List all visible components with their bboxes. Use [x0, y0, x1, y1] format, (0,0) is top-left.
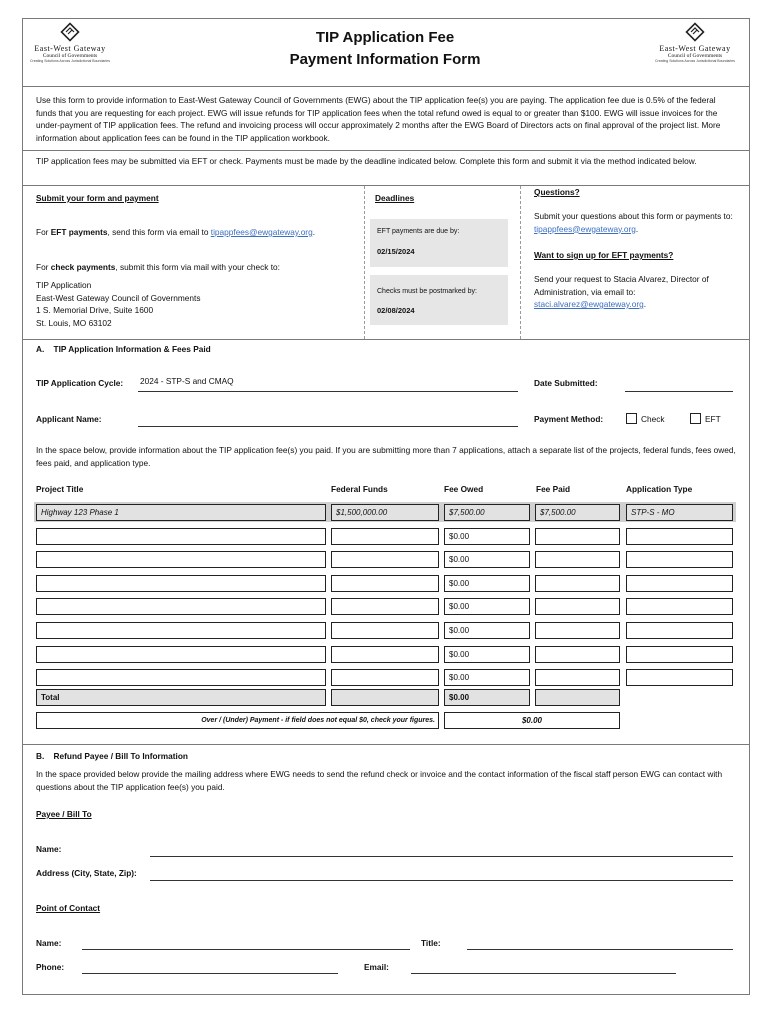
payee-name-field[interactable] [150, 856, 733, 857]
eft-signup-text [534, 273, 742, 311]
date-submitted-field[interactable] [625, 391, 733, 392]
application-type-cell[interactable] [626, 551, 733, 568]
eft-deadline-date: 02/15/2024 [377, 247, 415, 256]
fee-owed-cell[interactable]: $0.00 [444, 598, 530, 615]
project-title-cell[interactable] [36, 575, 326, 592]
fee-paid-cell[interactable] [535, 646, 620, 663]
ewg-logo-icon [60, 22, 80, 42]
ewg-logo-right [645, 22, 745, 63]
check-prefix: For [36, 262, 51, 272]
project-title-cell[interactable] [36, 622, 326, 639]
questions-body: Submit your questions about this form or payments to: [534, 211, 733, 221]
fee-paid-cell[interactable] [535, 598, 620, 615]
federal-funds-cell[interactable]: $1,500,000.00 [331, 504, 439, 521]
eft-instructions [36, 226, 361, 239]
contact-name-field[interactable] [82, 949, 410, 950]
eft-prefix: For [36, 227, 51, 237]
overunder-label: Over / (Under) Payment - if field does not equal $0, check your figures. [36, 712, 439, 729]
check-bold: check payments [50, 262, 116, 272]
fee-owed-cell[interactable]: $0.00 [444, 528, 530, 545]
contact-email-label: Email: [364, 962, 389, 972]
logo-tagline: Creating Solutions Across Jurisdictional Boundaries [655, 59, 735, 63]
federal-funds-cell[interactable] [331, 598, 439, 615]
submit-heading: Submit your form and payment [36, 193, 159, 203]
ewg-logo-left [20, 22, 120, 63]
page-title: TIP Application Fee [315, 29, 455, 46]
overunder-value: $0.00 [444, 712, 620, 729]
date-submitted-label: Date Submitted: [534, 378, 598, 388]
federal-funds-cell[interactable] [331, 669, 439, 686]
divider [22, 86, 750, 87]
payment-method-label: Payment Method: [534, 414, 604, 424]
application-type-cell[interactable] [626, 528, 733, 545]
contact-email-field[interactable] [411, 973, 676, 974]
questions-text [534, 210, 742, 235]
project-title-cell[interactable] [36, 528, 326, 545]
fee-paid-cell[interactable] [535, 528, 620, 545]
payee-address-label: Address (City, State, Zip): [36, 868, 137, 878]
project-title-cell[interactable] [36, 598, 326, 615]
col-application-type: Application Type [626, 484, 693, 494]
fee-paid-cell[interactable] [535, 551, 620, 568]
divider [22, 185, 750, 186]
deadlines-heading: Deadlines [375, 193, 415, 203]
fee-paid-cell[interactable]: $7,500.00 [535, 504, 620, 521]
eft-bold: EFT payments [50, 227, 108, 237]
fee-owed-cell[interactable]: $0.00 [444, 669, 530, 686]
federal-funds-cell[interactable] [331, 575, 439, 592]
payee-heading: Payee / Bill To [36, 809, 92, 819]
fee-paid-cell[interactable] [535, 622, 620, 639]
questions-email-link[interactable]: tipappfees@ewgateway.org [534, 223, 636, 234]
check-deadline-date: 02/08/2024 [377, 306, 415, 315]
section-b-heading: B. Refund Payee / Bill To Information [36, 751, 188, 761]
application-type-cell[interactable]: STP-S - MO [626, 504, 733, 521]
check-deadline-box [370, 275, 508, 325]
total-fee-owed: $0.00 [444, 689, 530, 706]
logo-sub: Council of Governments [667, 53, 723, 59]
federal-funds-cell[interactable] [331, 528, 439, 545]
fee-owed-cell[interactable]: $0.00 [444, 622, 530, 639]
application-type-cell[interactable] [626, 598, 733, 615]
application-type-cell[interactable] [626, 646, 733, 663]
section-a-heading: A. TIP Application Information & Fees Paid [36, 344, 211, 354]
project-title-cell[interactable] [36, 669, 326, 686]
eft-option-label: EFT [705, 414, 721, 424]
applicant-label: Applicant Name: [36, 414, 102, 424]
eft-checkbox[interactable] [690, 413, 701, 424]
section-a-instructions: In the space below, provide information about the TIP application fee(s) you paid. If you are submitting more than 7 applications, attach a separate list of the projects, federal funds, fees owed, fees paid, and application type. [36, 445, 736, 468]
col-fee-owed: Fee Owed [444, 484, 484, 494]
applicant-name-field[interactable] [138, 426, 518, 427]
federal-funds-cell[interactable] [331, 551, 439, 568]
column-divider [520, 186, 521, 339]
eft-signup-body: Send your request to Stacia Alvarez, Director of Administration, via email to: [534, 274, 709, 297]
eft-text: , send this form via email to [107, 227, 211, 237]
payee-address-field[interactable] [150, 880, 733, 881]
payee-name-label: Name: [36, 844, 62, 854]
intro-paragraph: Use this form to provide information to East-West Gateway Council of Governments (EWG) about the TIP application fee(s) you are paying. The application fee due is 0.5% of the federal funds that you are requesting for each project. EWG will issue refunds for TIP application fees when the total refund owed is equal to or greater than $100. EWG will issue invoices for the under-payment of TIP application fees. The refund and invoicing process will occur approximately 2 months after the EWG Board of Directors acts on final approval of the project list. More information about application fees can be found in the TIP application workbook. [36, 95, 721, 143]
fee-owed-cell[interactable]: $0.00 [444, 646, 530, 663]
mail-address [36, 279, 200, 329]
federal-funds-cell[interactable] [331, 646, 439, 663]
fee-paid-cell[interactable] [535, 575, 620, 592]
divider [22, 150, 750, 151]
divider [22, 744, 750, 745]
contact-title-label: Title: [421, 938, 441, 948]
logo-name: East-West Gateway [659, 44, 731, 53]
contact-phone-label: Phone: [36, 962, 65, 972]
cycle-label: TIP Application Cycle: [36, 378, 124, 388]
divider [22, 339, 750, 340]
project-title-cell[interactable] [36, 551, 326, 568]
contact-phone-field[interactable] [82, 973, 338, 974]
federal-funds-cell[interactable] [331, 622, 439, 639]
check-option-label: Check [641, 414, 665, 424]
application-type-cell[interactable] [626, 622, 733, 639]
eft-end: . [312, 227, 315, 237]
check-text: , submit this form via mail with your check to: [115, 262, 280, 272]
cycle-underline [138, 391, 518, 392]
questions-heading: Questions? [534, 187, 580, 197]
logo-tagline: Creating Solutions Across Jurisdictional Boundaries [30, 59, 110, 63]
application-type-cell[interactable] [626, 575, 733, 592]
check-deadline-label: Checks must be postmarked by: [377, 288, 477, 295]
address-line: 1 S. Memorial Drive, Suite 1600 [36, 305, 154, 315]
total-federal-funds [331, 689, 439, 706]
col-federal-funds: Federal Funds [331, 484, 388, 494]
col-project-title: Project Title [36, 484, 84, 494]
address-line: East-West Gateway Council of Governments [36, 292, 201, 303]
project-title-cell[interactable]: Highway 123 Phase 1 [36, 504, 326, 521]
fee-owed-cell[interactable]: $0.00 [444, 551, 530, 568]
page-subtitle: Payment Information Form [289, 51, 481, 68]
contact-title-field[interactable] [467, 949, 733, 950]
check-checkbox[interactable] [626, 413, 637, 424]
logo-sub: Council of Governments [42, 53, 98, 59]
eft-deadline-label: EFT payments are due by: [377, 228, 460, 235]
fee-owed-cell[interactable]: $7,500.00 [444, 504, 530, 521]
eft-email-link[interactable]: tipappfees@ewgateway.org [210, 227, 313, 237]
col-fee-paid: Fee Paid [536, 484, 571, 494]
questions-end: . [635, 223, 639, 234]
section-b-instructions: In the space provided below provide the mailing address where EWG needs to send the refund check or invoice and the contact information of the fiscal staff person EWG can contact with questions about the TIP application fee(s) you paid. [36, 769, 723, 792]
total-fee-paid [535, 689, 620, 706]
project-title-cell[interactable] [36, 646, 326, 663]
contact-heading: Point of Contact [36, 903, 101, 913]
application-type-cell[interactable] [626, 669, 733, 686]
total-label: Total [36, 689, 326, 706]
column-divider [364, 186, 365, 339]
eft-signup-end: . [643, 299, 647, 309]
cycle-value[interactable]: 2024 - STP-S and CMAQ [140, 376, 234, 386]
contact-name-label: Name: [36, 938, 62, 948]
address-line: TIP Application [36, 280, 92, 290]
submission-note: TIP application fees may be submitted via EFT or check. Payments must be made by the deadline indicated below. Complete this form and submit it via the method indicated below. [36, 156, 697, 166]
address-line: St. Louis, MO 63102 [36, 317, 112, 328]
fee-owed-cell[interactable]: $0.00 [444, 575, 530, 592]
fee-paid-cell[interactable] [535, 669, 620, 686]
ewg-logo-icon [685, 22, 705, 42]
eft-signup-heading: Want to sign up for EFT payments? [534, 250, 674, 260]
eft-signup-email-link[interactable]: staci.alvarez@ewgateway.org [534, 299, 644, 309]
logo-name: East-West Gateway [34, 44, 106, 53]
check-instructions [36, 261, 361, 274]
